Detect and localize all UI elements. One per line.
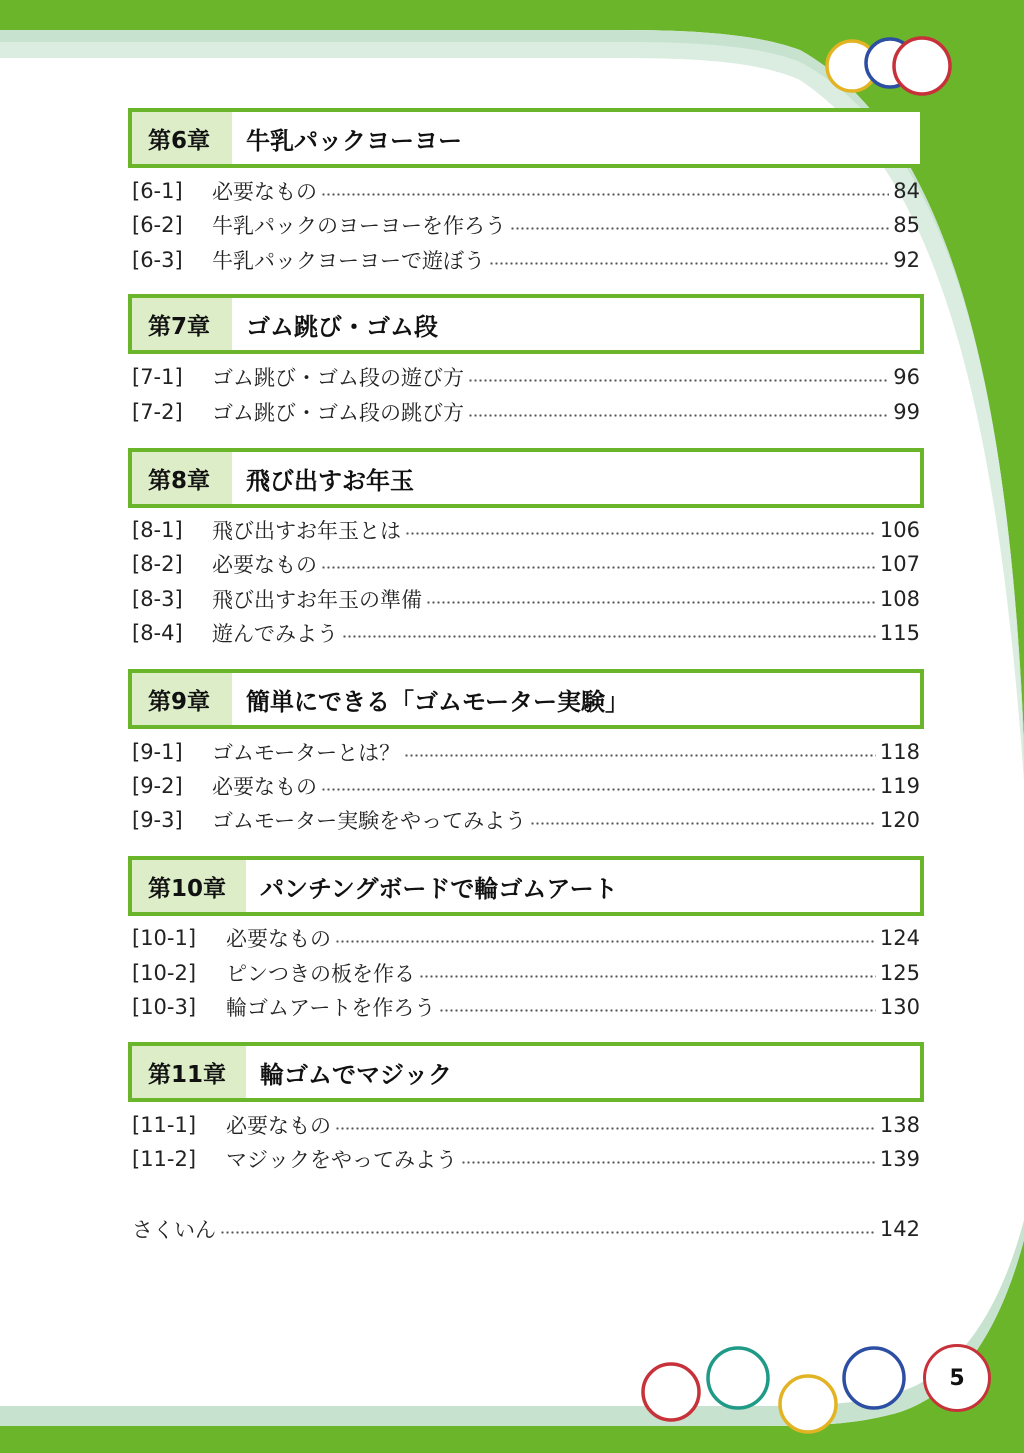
entry-code: [8-4] bbox=[132, 621, 183, 645]
entry-label: 飛び出すお年玉の準備 bbox=[212, 588, 422, 612]
toc-entry[interactable] bbox=[132, 616, 920, 650]
dot-leader bbox=[468, 379, 889, 382]
entry-page: 130 bbox=[879, 995, 920, 1019]
dot-leader bbox=[419, 975, 876, 978]
entry-page: 120 bbox=[879, 808, 920, 832]
toc-entry[interactable] bbox=[132, 921, 920, 955]
entry-page: 139 bbox=[879, 1147, 920, 1171]
chapter-9-header bbox=[128, 669, 924, 729]
chapter-title: パンチングボードで輪ゴムアート bbox=[260, 874, 618, 903]
toc-entry[interactable] bbox=[132, 1108, 920, 1142]
entry-page: 115 bbox=[879, 621, 920, 645]
page-number: 5 bbox=[923, 1344, 991, 1412]
toc-entry[interactable] bbox=[132, 990, 920, 1024]
chapter-11-header bbox=[128, 1042, 924, 1102]
entry-label: ゴムモーター実験をやってみよう bbox=[212, 809, 527, 833]
chapter-title: 簡単にできる「ゴムモーター実験」 bbox=[246, 687, 630, 716]
entry-code: [6-2] bbox=[132, 213, 183, 237]
toc-entry[interactable] bbox=[132, 208, 920, 242]
dot-leader bbox=[468, 414, 889, 417]
entry-code: [9-2] bbox=[132, 774, 183, 798]
entry-label: ゴムモーターとは？ bbox=[212, 741, 401, 765]
entry-page: 99 bbox=[893, 400, 920, 424]
toc-entry[interactable] bbox=[132, 513, 920, 547]
toc-entry[interactable] bbox=[132, 174, 920, 208]
chapter-7-header bbox=[128, 294, 924, 354]
toc-entry[interactable] bbox=[132, 243, 920, 277]
entry-label: 必要なもの bbox=[226, 927, 331, 951]
chapter-title: 輪ゴムでマジック bbox=[260, 1060, 452, 1089]
entry-label: 必要なもの bbox=[212, 775, 317, 799]
dot-leader bbox=[335, 1127, 876, 1130]
chapter-title: ゴム跳び・ゴム段 bbox=[246, 312, 438, 341]
dot-leader bbox=[321, 566, 876, 569]
dot-leader bbox=[335, 940, 876, 943]
entry-code: [11-2] bbox=[132, 1147, 197, 1171]
chapter-6-header bbox=[128, 108, 924, 168]
entry-code: [8-2] bbox=[132, 552, 183, 576]
entry-code: [9-1] bbox=[132, 740, 183, 764]
ring-yellow-icon bbox=[780, 1376, 836, 1432]
toc-entry[interactable] bbox=[132, 582, 920, 616]
dot-leader bbox=[461, 1161, 876, 1164]
entry-page: 124 bbox=[879, 926, 920, 950]
dot-leader bbox=[404, 754, 876, 757]
entry-label: ゴム跳び・ゴム段の遊び方 bbox=[212, 366, 464, 390]
entry-code: [7-2] bbox=[132, 400, 183, 424]
chapter-number: 第10章 bbox=[132, 860, 246, 912]
entry-label: 牛乳パックのヨーヨーを作ろう bbox=[212, 214, 506, 238]
index-entry[interactable] bbox=[132, 1212, 920, 1246]
entry-code: [10-2] bbox=[132, 961, 197, 985]
chapter-title: 飛び出すお年玉 bbox=[246, 466, 414, 495]
toc-entry[interactable] bbox=[132, 769, 920, 803]
entry-code: [6-3] bbox=[132, 248, 183, 272]
entry-label: 飛び出すお年玉とは bbox=[212, 519, 401, 543]
entry-page: 92 bbox=[893, 248, 920, 272]
ring-red-icon bbox=[643, 1364, 699, 1420]
entry-page: 96 bbox=[893, 365, 920, 389]
toc-entry[interactable] bbox=[132, 803, 920, 837]
entry-code: [11-1] bbox=[132, 1113, 197, 1137]
chapter-number: 第8章 bbox=[132, 452, 232, 504]
dot-leader bbox=[321, 788, 876, 791]
ring-teal-icon bbox=[708, 1348, 768, 1408]
chapter-title: 牛乳パックヨーヨー bbox=[246, 126, 462, 155]
toc-entry[interactable] bbox=[132, 735, 920, 769]
entry-page: 106 bbox=[879, 518, 920, 542]
ring-blue-icon bbox=[844, 1348, 904, 1408]
entry-page: 142 bbox=[879, 1217, 920, 1241]
dot-leader bbox=[321, 193, 889, 196]
entry-code: [8-1] bbox=[132, 518, 183, 542]
toc-entry[interactable] bbox=[132, 1142, 920, 1176]
dot-leader bbox=[530, 822, 876, 825]
entry-page: 118 bbox=[879, 740, 920, 764]
entry-page: 85 bbox=[893, 213, 920, 237]
chapter-number: 第9章 bbox=[132, 673, 232, 725]
entry-label: ピンつきの板を作る bbox=[226, 962, 415, 986]
toc-entry[interactable] bbox=[132, 395, 920, 429]
entry-label: 輪ゴムアートを作ろう bbox=[226, 996, 436, 1020]
entry-code: [9-3] bbox=[132, 808, 183, 832]
entry-code: [10-1] bbox=[132, 926, 197, 950]
entry-label: 必要なもの bbox=[226, 1114, 331, 1138]
toc-entry[interactable] bbox=[132, 360, 920, 394]
entry-label: マジックをやってみよう bbox=[226, 1148, 457, 1172]
entry-label: さくいん bbox=[132, 1218, 216, 1242]
entry-page: 138 bbox=[879, 1113, 920, 1137]
entry-code: [6-1] bbox=[132, 179, 183, 203]
entry-page: 125 bbox=[879, 961, 920, 985]
entry-code: [8-3] bbox=[132, 587, 183, 611]
chapter-10-header bbox=[128, 856, 924, 916]
entry-label: 牛乳パックヨーヨーで遊ぼう bbox=[212, 249, 485, 273]
chapter-number: 第6章 bbox=[132, 112, 232, 164]
entry-page: 84 bbox=[893, 179, 920, 203]
dot-leader bbox=[405, 532, 876, 535]
ring-red-icon bbox=[894, 38, 950, 94]
entry-code: [10-3] bbox=[132, 995, 197, 1019]
dot-leader bbox=[220, 1231, 876, 1234]
entry-page: 107 bbox=[879, 552, 920, 576]
dot-leader bbox=[426, 601, 876, 604]
toc-entry[interactable] bbox=[132, 547, 920, 581]
dot-leader bbox=[510, 227, 889, 230]
entry-label: 必要なもの bbox=[212, 553, 317, 577]
chapter-8-header bbox=[128, 448, 924, 508]
entry-label: ゴム跳び・ゴム段の跳び方 bbox=[212, 401, 464, 425]
dot-leader bbox=[439, 1009, 876, 1012]
entry-label: 遊んでみよう bbox=[212, 622, 338, 646]
chapter-number: 第11章 bbox=[132, 1046, 246, 1098]
toc-entry[interactable] bbox=[132, 956, 920, 990]
chapter-number: 第7章 bbox=[132, 298, 232, 350]
dot-leader bbox=[489, 262, 889, 265]
entry-code: [7-1] bbox=[132, 365, 183, 389]
entry-page: 108 bbox=[879, 587, 920, 611]
entry-page: 119 bbox=[879, 774, 920, 798]
dot-leader bbox=[342, 635, 876, 638]
entry-label: 必要なもの bbox=[212, 180, 317, 204]
